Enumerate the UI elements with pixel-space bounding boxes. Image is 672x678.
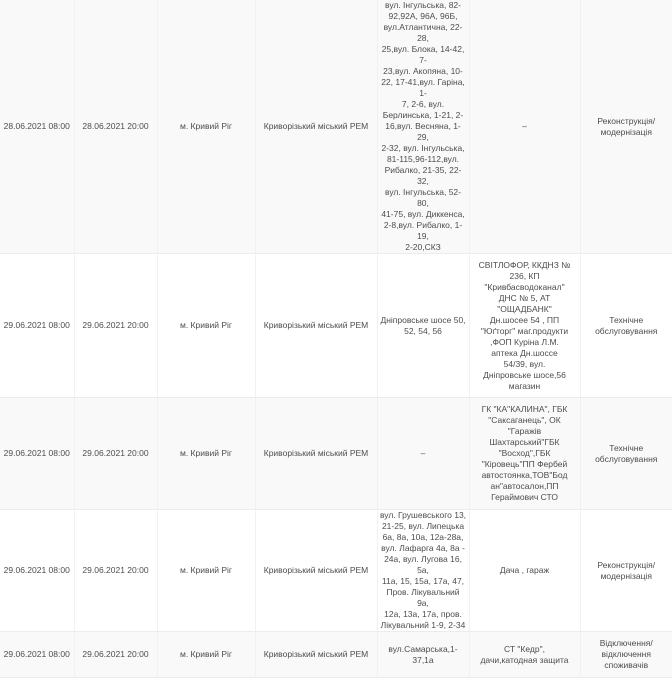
table-row xyxy=(0,0,672,254)
addresses: вул. Грушевського 13, 21-25, вул. Липецька 6а, 8а, 10а, 12а-28а, вул. Лафарга 4а, 8а - 24а, вул. Лугова 16, 5а, 11а, 15, 15а, 17а, 47, Пров. Лікувальний 9а, 12а, 13а, 17а, пров. Лікувальний 1-9, 2-34 xyxy=(377,510,469,632)
res-unit: Криворізький міський РЕМ xyxy=(255,398,377,510)
start-time: 29.06.2021 08:00 xyxy=(0,254,74,398)
city: м. Кривий Ріг xyxy=(157,0,255,254)
table-row xyxy=(0,398,672,510)
end-time: 29.06.2021 20:00 xyxy=(74,632,157,678)
city: м. Кривий Ріг xyxy=(157,510,255,632)
table-row xyxy=(0,510,672,632)
addresses: – xyxy=(377,398,469,510)
end-time: 29.06.2021 20:00 xyxy=(74,510,157,632)
addresses: Дніпровське шосе 50, 52, 54, 56 xyxy=(377,254,469,398)
start-time: 28.06.2021 08:00 xyxy=(0,0,74,254)
start-time: 29.06.2021 08:00 xyxy=(0,632,74,678)
start-time: 29.06.2021 08:00 xyxy=(0,398,74,510)
objects: Дача , гараж xyxy=(469,510,580,632)
city: м. Кривий Ріг xyxy=(157,398,255,510)
reason: Технічне обслуговування xyxy=(580,398,672,510)
res-unit: Криворізький міський РЕМ xyxy=(255,254,377,398)
res-unit: Криворізький міський РЕМ xyxy=(255,632,377,678)
objects: – xyxy=(469,0,580,254)
objects: СВІТЛОФОР, ККДНЗ № 236, КП "Кривбасводоканал" ДНС № 5, АТ "ОЩАДБАНК" Дн.шосее 54 , ПП "Юґторг" маг.продукти ,ФОП Куріна Л.М. аптека Дн.шоссе 54/39, вул. Дніпровське шосе,56 магазин xyxy=(469,254,580,398)
reason: Реконструкція/ модернізація xyxy=(580,0,672,254)
objects: ГК "КА"КАЛИНА", ГБК "Саксаганець", ОК "Гаражів Шахтарський"ГБК "Восход",ГБК "Кіровець"ПП Фербей автостоянка,ТОВ"Бод ан"автосалон,ПП Гераймович СТО xyxy=(469,398,580,510)
table-row xyxy=(0,254,672,398)
city: м. Кривий Ріг xyxy=(157,254,255,398)
reason: Реконструкція/ модернізація xyxy=(580,510,672,632)
end-time: 29.06.2021 20:00 xyxy=(74,398,157,510)
res-unit: Криворізький міський РЕМ xyxy=(255,0,377,254)
city: м. Кривий Ріг xyxy=(157,632,255,678)
reason: Відключення/ відключення споживачів xyxy=(580,632,672,678)
start-time: 29.06.2021 08:00 xyxy=(0,510,74,632)
objects: СТ "Кедр", дачи,катодная защита xyxy=(469,632,580,678)
addresses: вул. Інгульська, 82- 92,92А, 96А, 96Б, вул.Атлантична, 22-28, 25,вул. Блока, 14-42, 7- 23,вул. Акопяна, 10- 22, 17-41,вул. Гаріна, 1- 7, 2-6, вул. Берлинська, 1-21, 2- 16,вул. Весняна, 1-29, 2-32, вул. Інгульська, 81-115,96-112,вул. Рибалко, 21-35, 22-32, вул. Інгульська, 52-80, 41-75, вул. Диккенса, 2-8,вул. Рибалко, 1-19, 2-20,СКЗ xyxy=(377,0,469,254)
addresses: вул.Самарська,1- 37,1а xyxy=(377,632,469,678)
end-time: 28.06.2021 20:00 xyxy=(74,0,157,254)
reason: Технічне обслуговування xyxy=(580,254,672,398)
res-unit: Криворізький міський РЕМ xyxy=(255,510,377,632)
table-row xyxy=(0,632,672,678)
end-time: 29.06.2021 20:00 xyxy=(74,254,157,398)
